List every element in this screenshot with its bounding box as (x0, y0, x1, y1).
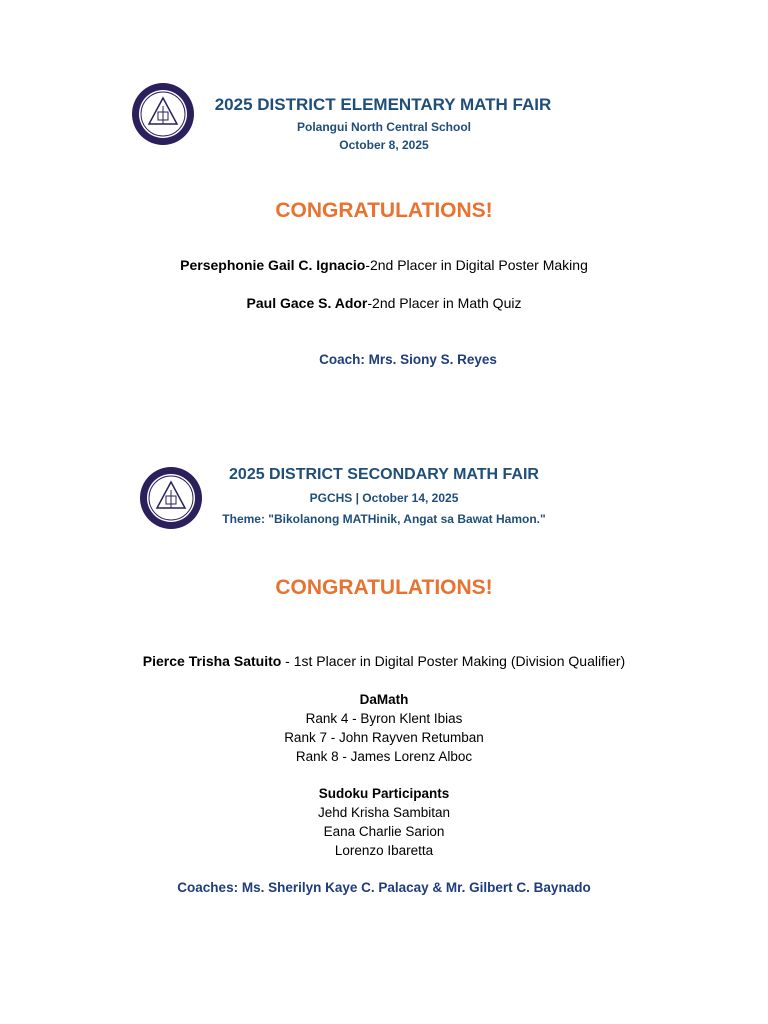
winner-name: Persephonie Gail C. Ignacio (180, 257, 366, 273)
list-item: Jehd Krisha Sambitan (317, 805, 451, 820)
list-item: Rank 4 - Byron Klent Ibias (305, 711, 463, 726)
sudoku-heading: Sudoku Participants (318, 786, 450, 801)
elementary-title: 2025 DISTRICT ELEMENTARY MATH FAIR (214, 95, 552, 114)
elementary-winner-1 (0, 257, 768, 273)
list-item: Rank 8 - James Lorenz Alboc (295, 749, 473, 764)
list-item: Rank 7 - John Rayven Retumban (284, 730, 484, 745)
list-item: Eana Charlie Sarion (323, 824, 445, 839)
elementary-venue: Polangui North Central School (296, 120, 471, 134)
winner-award: - 1st Placer in Digital Poster Making (Division Qualifier) (281, 653, 626, 669)
elementary-date: October 8, 2025 (339, 138, 429, 152)
list-item: Lorenzo Ibaretta (334, 843, 434, 858)
winner-award: -2nd Placer in Math Quiz (367, 295, 522, 311)
secondary-coaches: Coaches: Ms. Sherilyn Kaye C. Palacay & Mr. Gilbert C. Baynado (177, 880, 591, 895)
winner-name: Pierce Trisha Satuito (142, 653, 282, 669)
sudoku-list (0, 784, 768, 860)
damath-list (0, 690, 768, 766)
secondary-winner (0, 653, 768, 669)
winner-name: Paul Gace S. Ador (246, 295, 368, 311)
elementary-coach: Coach: Mrs. Siony S. Reyes (319, 352, 497, 367)
secondary-congrats: CONGRATULATIONS! (275, 576, 493, 599)
secondary-theme: Theme: "Bikolanong MATHinik, Angat sa Bawat Hamon." (222, 512, 546, 526)
elementary-winner-2 (0, 295, 768, 311)
elementary-congrats: CONGRATULATIONS! (275, 199, 493, 222)
winner-award: -2nd Placer in Digital Poster Making (365, 257, 588, 273)
damath-heading: DaMath (359, 692, 409, 707)
secondary-venue-date: PGCHS | October 14, 2025 (309, 491, 459, 505)
secondary-title: 2025 DISTRICT SECONDARY MATH FAIR (229, 466, 539, 483)
